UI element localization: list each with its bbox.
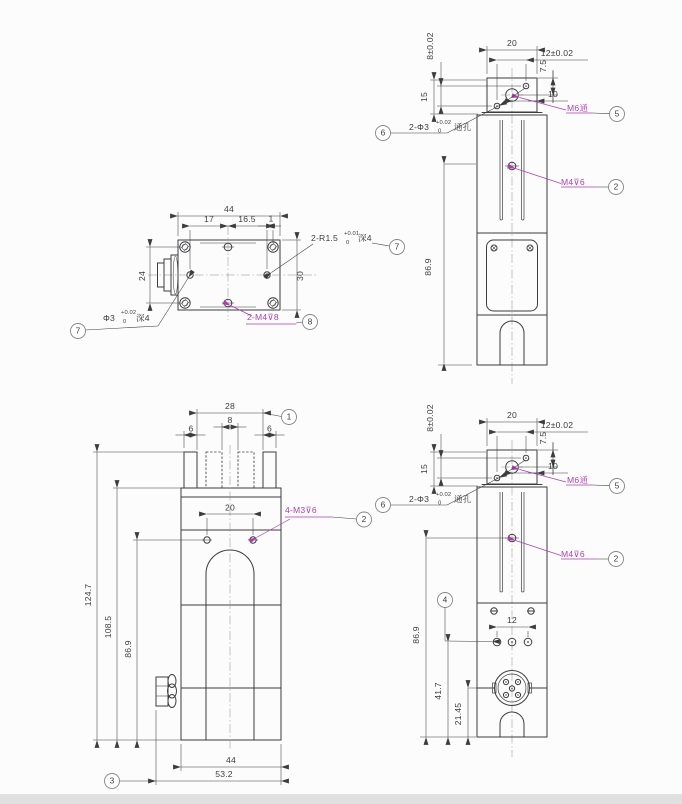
balloon-6: 6: [380, 499, 386, 510]
dim-20-label: 20: [507, 38, 517, 48]
dim-8-label: 8±0.02: [425, 404, 435, 432]
dim-6-left-label: 6: [188, 423, 194, 434]
phi3-tol-top: +0.02: [436, 492, 452, 498]
dim-44-label: 44: [224, 204, 234, 214]
phi3-note: Φ3: [103, 313, 116, 323]
balloon-2: 2: [361, 514, 367, 524]
balloon-6: 6: [380, 127, 386, 138]
top-plan-view-labels: [76, 204, 400, 336]
m6-thread-note: M6通: [567, 475, 589, 485]
phi3-tol-bottom: 0: [438, 128, 442, 135]
r15-tol-top: +0.01: [344, 231, 360, 237]
m4-thread-note: M4⊽6: [561, 177, 585, 187]
front-view-linework: [93, 409, 372, 789]
r15-tol-bottom: 0: [346, 240, 350, 246]
m6-thread-note: M6通: [567, 103, 589, 113]
phi3-tol-bottom: 0: [123, 319, 127, 325]
m4-thread-note: 2-M4⊽8: [247, 312, 279, 322]
dim-44-label: 44: [226, 755, 236, 765]
dim-12-label: 12±0.02: [540, 48, 574, 58]
dim-16-5-label: 16.5: [238, 214, 256, 224]
dim-21-45-label: 21.45: [453, 702, 463, 726]
r15-depth-note: 深4: [358, 233, 372, 243]
phi3-tol-top: +0.02: [436, 120, 452, 126]
balloon-5: 5: [614, 480, 620, 491]
dim-53-2-label: 53.2: [215, 769, 233, 779]
balloon-5: 5: [614, 108, 620, 119]
dim-6-right-label: 6: [267, 423, 272, 434]
balloon-8: 8: [307, 316, 313, 327]
balloon-1: 1: [286, 411, 292, 422]
dim-20-label: 20: [507, 410, 517, 420]
phi3-note: 2-Φ3: [409, 122, 430, 132]
dim-7-5-label: 7.5: [538, 431, 548, 445]
dim-12-label: 12±0.02: [540, 420, 574, 430]
balloon-4: 4: [442, 594, 448, 605]
dim-28-label: 28: [225, 401, 235, 411]
phi3-depth-note: 深4: [136, 313, 150, 323]
r15-note: 2-R1.5: [311, 233, 338, 243]
dim-8-label: 8±0.02: [425, 32, 435, 60]
dim-7-5-label: 7.5: [538, 59, 548, 73]
dim-1-label: 1: [268, 213, 274, 224]
dim-10-label: 10: [548, 89, 558, 99]
balloon-2: 2: [613, 181, 619, 192]
dim-108-5-label: 108.5: [103, 615, 113, 639]
dim-15-label: 15: [419, 92, 429, 102]
dim-17-label: 17: [204, 214, 214, 224]
phi3-through-note: 通孔: [454, 494, 472, 504]
phi3-tol-bottom: 0: [438, 500, 442, 507]
balloon-3: 3: [109, 775, 115, 786]
dim-8-label: 8: [227, 415, 233, 425]
dim-15-label: 15: [419, 464, 429, 474]
balloon-7: 7: [394, 241, 400, 252]
front-view-labels: [83, 401, 367, 786]
m4-thread-note: M4⊽6: [561, 549, 585, 559]
balloon-2: 2: [613, 553, 619, 564]
dim-86-9-label: 86.9: [411, 626, 421, 644]
dim-12-holes-label: 12: [507, 615, 517, 625]
dim-24-label: 24: [137, 271, 147, 281]
balloon-7: 7: [75, 325, 81, 336]
phi3-note: 2-Φ3: [409, 494, 430, 504]
dim-86-9-label: 86.9: [123, 640, 133, 658]
page-edge-strip: [0, 794, 682, 804]
top-side-view-linework: [376, 46, 625, 384]
phi3-through-note: 通孔: [454, 122, 472, 132]
dim-124-7-label: 124.7: [83, 583, 93, 607]
phi3-tol-top: +0.02: [121, 310, 137, 316]
dim-86-9-label: 86.9: [423, 258, 433, 276]
dim-20-label: 20: [225, 502, 235, 513]
m3-thread-note: 4-M3⊽6: [285, 505, 317, 515]
dim-30-label: 30: [295, 271, 305, 281]
dim-10-label: 10: [548, 461, 558, 471]
bottom-side-view-linework: [376, 418, 625, 757]
dim-41-7-label: 41.7: [433, 682, 443, 700]
cable-connector-icon: [156, 675, 177, 708]
